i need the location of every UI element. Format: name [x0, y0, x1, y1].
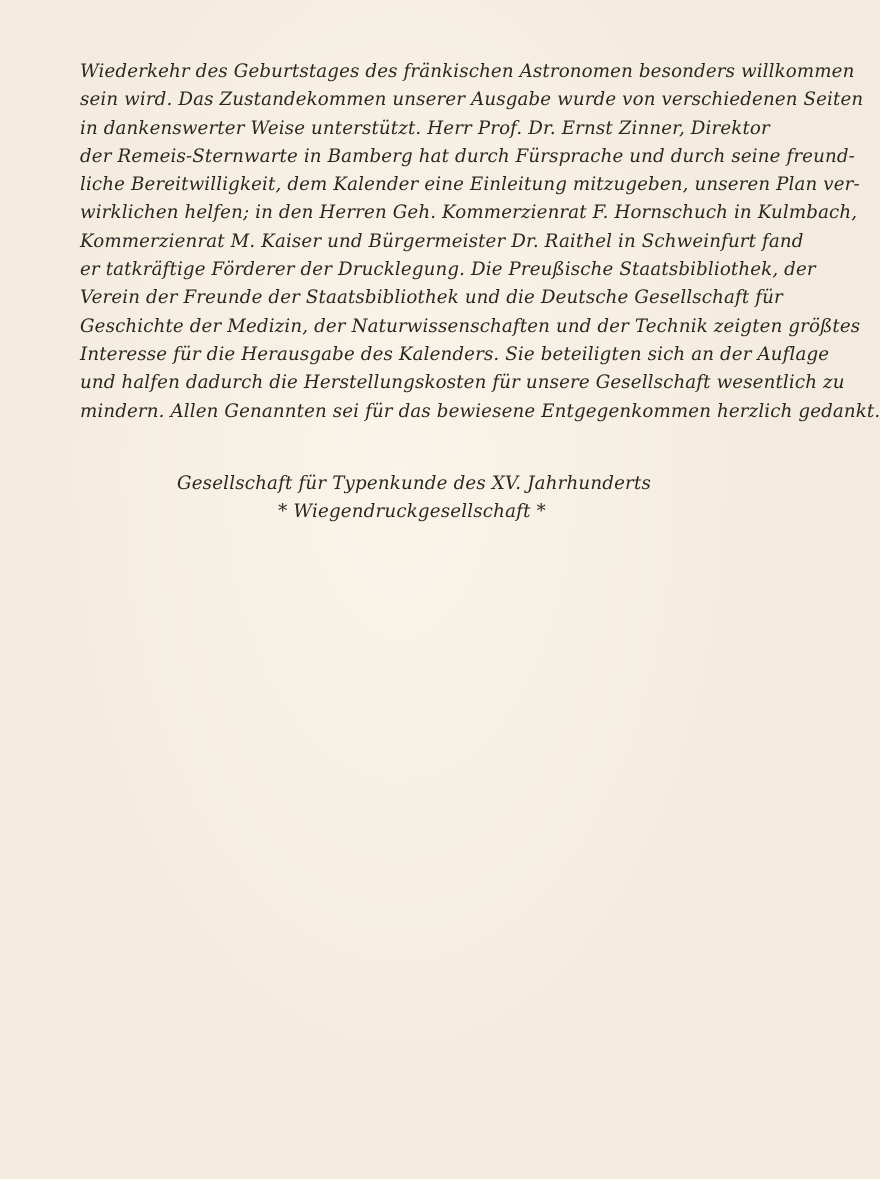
paragraph-line: Wiederkehr des Geburtstages des fränkischen Astronomen besonders willkommen — [80, 61, 855, 82]
paragraph-line: Kommerzienrat M. Kaiser und Bürgermeister Dr. Raithel in Schweinfurt fand — [80, 230, 804, 252]
paragraph-line: Geschichte der Medizin, der Naturwissenschaften und der Technik zeigten größtes — [80, 315, 861, 337]
signature-block — [0, 470, 800, 527]
paragraph-line: wirklichen helfen; in den Herren Geh. Kommerzienrat F. Hornschuch in Kulmbach, — [80, 202, 858, 224]
paragraph-line: liche Bereitwilligkeit, dem Kalender eine Einleitung mitzugeben, unseren Plan ver- — [80, 174, 860, 196]
paragraph-line: mindern. Allen Genannten sei für das bewiesene Entgegenkommen herzlich gedankt. — [80, 400, 880, 422]
paragraph-line: in dankenswerter Weise unterstützt. Herr Prof. Dr. Ernst Zinner, Direktor — [80, 117, 770, 139]
paragraph-line: er tatkräftige Förderer der Drucklegung. Die Preußische Staatsbibliothek, der — [80, 259, 816, 281]
signature-subtitle: * Wiegendruckgesellschaft * — [278, 501, 546, 523]
paragraph-line: der Remeis-Sternwarte in Bamberg hat durch Fürsprache und durch seine freund- — [80, 145, 855, 167]
paragraph-line: Verein der Freunde der Staatsbibliothek und die Deutsche Gesellschaft für — [80, 287, 783, 309]
paragraph-line: Interesse für die Herausgabe des Kalenders. Sie beteiligten sich an der Auflage — [80, 343, 830, 365]
paragraph-line: sein wird. Das Zustandekommen unserer Ausgabe wurde von verschiedenen Seiten — [80, 89, 864, 111]
signature-society-name: Gesellschaft für Typenkunde des XV. Jahrhunderts — [176, 473, 651, 494]
body-paragraph — [80, 58, 880, 426]
paragraph-line: und halfen dadurch die Herstellungskosten für unsere Gesellschaft wesentlich zu — [80, 372, 845, 394]
